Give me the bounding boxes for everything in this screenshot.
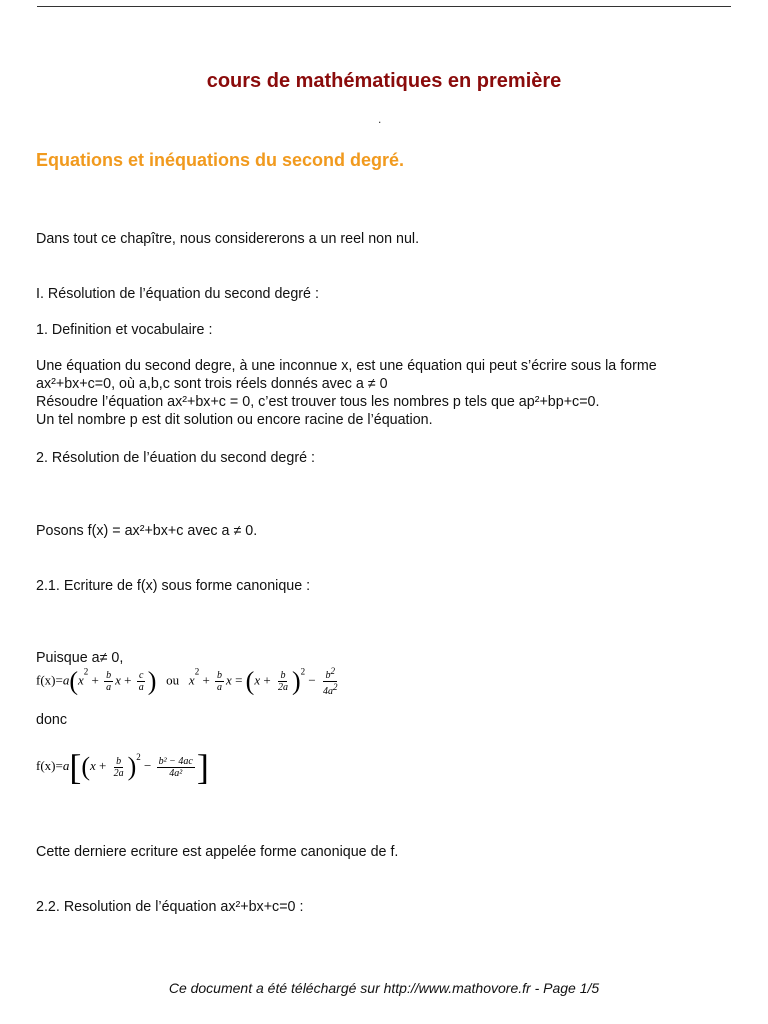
donc-text: donc (36, 712, 68, 728)
subsection-heading: 2.1. Ecriture de f(x) sous forme canonique : (36, 578, 311, 594)
definition-line: Une équation du second degre, à une inconnue x, est une équation qui peut s’écrire sous la forme (36, 358, 657, 374)
canonique-text: Cette derniere ecriture est appelée forme canonique de f. (36, 844, 399, 860)
chapter-title: Equations et inéquations du second degré. (36, 150, 405, 170)
separator-dot: . (378, 112, 382, 126)
formula-factorization: $f(x)=a(x^2$ + $\frac{b}{a}$ x + $\frac{c}{a}$ ) ou $x^2$ + $\frac{b}{a}$ x = (x + $\frac{b}{2a}$ )$^2$ − $\frac{b2}{4a2}$ (36, 666, 338, 697)
footer-text: Ce document a été téléchargé sur http://www.mathovore.fr - Page 1/5 (168, 980, 600, 996)
formula-canonical: f(x)=a[(x + $\frac{b}{2a}$ )$^2$ − $\frac{\text{b² − 4ac}}{\text{4a²}}$ ] (36, 747, 209, 787)
subsection-heading: 2. Résolution de l’éuation du second degré : (36, 450, 315, 466)
top-rule (37, 6, 731, 7)
subsection-heading: 1. Definition et vocabulaire : (36, 322, 213, 338)
definition-line: ax²+bx+c=0, où a,b,c sont trois réels donnés avec a ≠ 0 (36, 376, 388, 392)
intro-text: Dans tout ce chapître, nous considererons a un reel non nul. (36, 231, 420, 247)
definition-line: Résoudre l’équation ax²+bx+c = 0, c’est trouver tous les nombres p tels que ap²+bp+c=0. (36, 394, 600, 410)
page-title: cours de mathématiques en première (206, 70, 562, 92)
puisque-text: Puisque a≠ 0, (36, 650, 124, 666)
subsection-heading: 2.2. Resolution de l’équation ax²+bx+c=0 : (36, 899, 304, 915)
section-heading: I. Résolution de l’équation du second degré : (36, 286, 319, 302)
posons-text: Posons f(x) = ax²+bx+c avec a ≠ 0. (36, 523, 258, 539)
definition-line: Un tel nombre p est dit solution ou encore racine de l’équation. (36, 412, 433, 428)
